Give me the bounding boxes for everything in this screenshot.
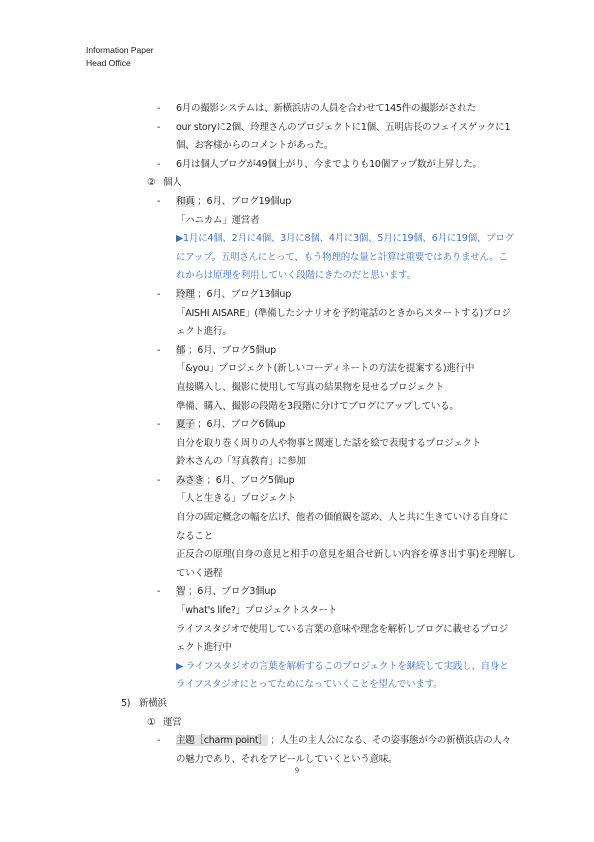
person-entry — [0, 193, 594, 286]
person-name: 夏子 — [176, 419, 195, 431]
person-entry — [0, 583, 594, 695]
person-name: 郁 — [176, 344, 186, 356]
person-name: 和真 — [176, 195, 195, 207]
theme-label: 主題［charm point］ — [176, 735, 268, 747]
section-title: 新横浜 — [139, 698, 167, 709]
person-stat: ；6月、ブログ13個up — [197, 288, 291, 300]
person-entry — [0, 472, 594, 584]
person-detail: 「AISHI AISARE」(準備したシナリオを予約電話のときからスタートする)プロジェクト進行。 — [176, 307, 511, 338]
person-detail: 「人と生きる」プロジェクト — [176, 493, 297, 505]
bullet-dash: - — [157, 288, 161, 300]
person-detail: 自分を取り巻く周りの人や物事と関連した話を絵で表現するプロジェクト — [176, 437, 482, 449]
header-title: Information Paper — [86, 45, 154, 55]
bullet-dash: - — [157, 344, 161, 356]
person-stat: ；6月、ブログ19個up — [197, 195, 291, 207]
subsection-title: 運営 — [163, 716, 182, 728]
page-content — [0, 100, 594, 769]
person-name: 玲理 — [176, 288, 195, 300]
person-heading — [176, 193, 516, 212]
bullet-dash: - — [157, 586, 161, 598]
header-subtitle: Head Office — [86, 58, 131, 68]
bullet-text: 6月は個人ブログが49個上がり、今までよりも10個アップ数が上昇した。 — [176, 158, 482, 170]
person-note: ▶1月に4個、2月に4個、3月に8個、4月に3個、5月に19個、6月に19個、ブログにアップ。五明さんにとって、もう物理的な量と計算は重要ではありません。これからは原理を利用していく段階にきたのだと思います。 — [176, 233, 514, 282]
subsection-number: ② — [147, 177, 156, 189]
subsection-operation — [0, 714, 594, 733]
bullet-dash: - — [157, 735, 161, 747]
person-detail: 準備、購入、撮影の段階を3段階に分けてブログにアップしている。 — [176, 400, 459, 412]
person-entry — [0, 416, 594, 472]
person-stat: ；6月、ブログ5個up — [188, 344, 276, 356]
person-heading — [176, 583, 516, 602]
theme-text — [176, 732, 516, 769]
theme-entry — [0, 732, 594, 769]
subsection-individual — [0, 174, 594, 193]
person-detail: 正反合の原理(自身の意見と相手の意見を組合せ新しい内容を導き出す事)を理解していく過程 — [176, 549, 516, 579]
person-heading — [176, 472, 516, 491]
bullet-item — [0, 100, 594, 119]
person-detail: 「&you」プロジェクト(新しいコーディネートの方法を提案する)進行中 — [176, 363, 475, 375]
bullet-dash: - — [157, 103, 161, 114]
person-heading — [176, 342, 516, 361]
page-number: 9 — [295, 766, 299, 775]
bullet-item — [0, 156, 594, 175]
person-stat: ；6月、ブログ3個up — [188, 586, 276, 598]
person-detail: 「ハニカム」運営者 — [176, 214, 260, 226]
person-heading — [176, 286, 516, 305]
section-shinyokohama — [0, 695, 594, 714]
person-heading — [176, 416, 516, 435]
subsection-number: ① — [147, 716, 156, 728]
person-detail: 「what's life?」プロジェクトスタート — [176, 605, 338, 617]
bullet-dash: - — [157, 419, 161, 431]
bullet-item — [0, 119, 594, 156]
person-entry — [0, 286, 594, 342]
person-note: ▶ ライフスタジオの言葉を解析するこのプロジェクトを継続して実践し、自身とライフスタジオにとってためになっていくことを望んでいます。 — [176, 660, 509, 691]
document-header — [86, 44, 154, 70]
theme-description: ；人生の主人公になる、その姿事態が今の新横浜店の人々の魅力であり、それをアピールしていくという意味。 — [176, 735, 511, 765]
person-detail: 鈴木さんの「写真教育」に参加 — [176, 456, 306, 468]
bullet-dash: - — [157, 158, 161, 170]
person-detail: ライフスタジオで使用している言葉の意味や理念を解析しブログに載せるプロジェクト進行中 — [176, 623, 509, 654]
person-stat: ；6月、ブログ6個up — [197, 419, 286, 431]
person-name: みさき — [176, 474, 204, 486]
bullet-dash: - — [157, 121, 161, 133]
person-name: 智 — [176, 586, 186, 598]
person-entry — [0, 342, 594, 416]
bullet-dash: - — [157, 195, 161, 207]
bullet-text: 6月の撮影システムは、新横浜店の人員を合わせて145件の撮影がされた — [176, 103, 476, 114]
section-number: 5) — [121, 698, 131, 709]
bullet-dash: - — [157, 474, 161, 486]
person-detail: 自分の固定概念の幅を広げ、他者の価値観を認め、人と共に生きていける自身になること — [176, 512, 509, 542]
subsection-title: 個人 — [163, 177, 182, 189]
bullet-text: our storyに2個、玲理さんのプロジェクトに1個、五明店長のフェイスゲックに1個、お客様からのコメントがあった。 — [176, 121, 511, 152]
person-stat: ；6月、ブログ5個up — [206, 474, 295, 486]
person-detail: 直接購入し、撮影に使用して写真の結果物を見せるプロジェクト — [176, 381, 445, 393]
